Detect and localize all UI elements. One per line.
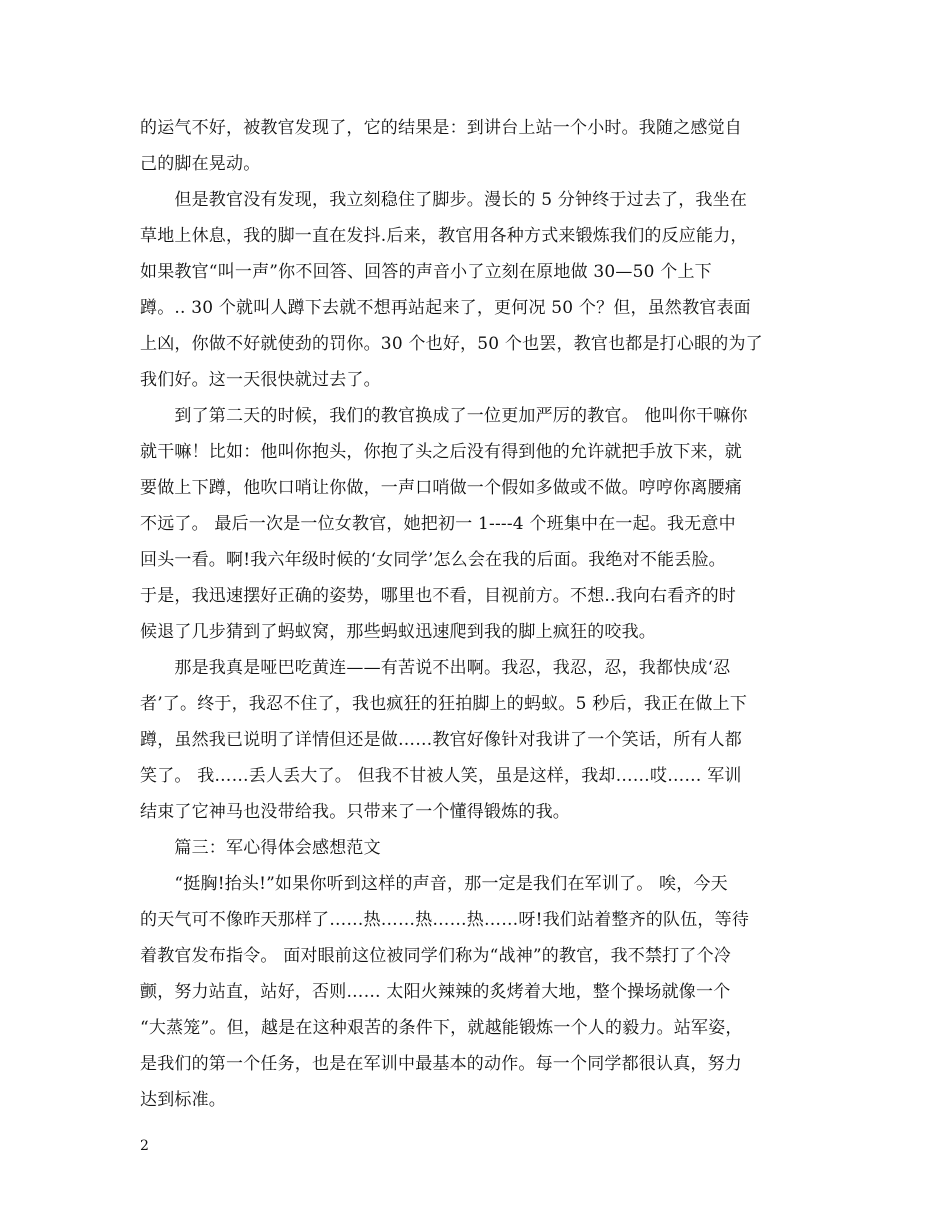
text-line: 蹲，虽然我已说明了详情但还是做……教官好像针对我讲了一个笑话，所有人都 xyxy=(140,730,742,750)
text-line: 达到标准。 xyxy=(140,1090,226,1110)
page-number: 2 xyxy=(140,1138,149,1154)
text-line: 候退了几步猜到了蚂蚁窝，那些蚂蚁迅速爬到我的脚上疯狂的咬我。 xyxy=(140,622,656,642)
text-line: 到了第二天的时候，我们的教官换成了一位更加严厉的教官。 他叫你干嘛你 xyxy=(140,406,748,426)
text-line: 如果教官“叫一声”你不回答、回答的声音小了立刻在原地做 30—50 个上下 xyxy=(140,262,712,282)
text-line: 草地上休息，我的脚一直在发抖.后来，教官用各种方式来锻炼我们的反应能力， xyxy=(140,226,748,246)
text-line: 者’了。终于，我忍不住了，我也疯狂的狂拍脚上的蚂蚁。5 秒后，我正在做上下 xyxy=(140,694,748,714)
text-line: 的天气可不像昨天那样了……热……热……热……呀!我们站着整齐的队伍，等待 xyxy=(140,910,750,930)
text-line: 回头一看。啊!我六年级时候的‘女同学’怎么会在我的后面。我绝对不能丢脸。 xyxy=(140,550,726,570)
text-line: 上凶，你做不好就使劲的罚你。30 个也好，50 个也罢，教官也都是打心眼的为了 xyxy=(140,334,763,354)
text-line: 的运气不好，被教官发现了，它的结果是：到讲台上站一个小时。我随之感觉自 xyxy=(140,118,742,138)
text-line: 着教官发布指令。 面对眼前这位被同学们称为“战神”的教官，我不禁打了个冷 xyxy=(140,946,731,966)
text-line: 就干嘛！比如：他叫你抱头，你抱了头之后没有得到他的允许就把手放下来，就 xyxy=(140,442,742,462)
text-line: 己的脚在晃动。 xyxy=(140,154,261,174)
text-line: 蹲。.. 30 个就叫人蹲下去就不想再站起来了，更何况 50 个？但，虽然教官表面 xyxy=(140,298,751,318)
text-line: 颤，努力站直，站好，否则…… 太阳火辣辣的炙烤着大地，整个操场就像一个 xyxy=(140,982,731,1002)
text-line: 不远了。 最后一次是一位女教官，她把初一 1----4 个班集中在一起。我无意中 xyxy=(140,514,736,534)
text-line: 是我们的第一个任务，也是在军训中最基本的动作。每一个同学都很认真，努力 xyxy=(140,1054,742,1074)
text-line: 我们好。这一天很快就过去了。 xyxy=(140,370,381,390)
text-line: 那是我真是哑巴吃黄连——有苦说不出啊。我忍，我忍，忍，我都快成‘忍 xyxy=(140,658,731,678)
text-line: “大蒸笼”。但，越是在这种艰苦的条件下，就越能锻炼一个人的毅力。站军姿， xyxy=(140,1018,743,1038)
text-line: “挺胸!抬头!”如果你听到这样的声音，那一定是我们在军训了。 唉，今天 xyxy=(140,874,728,894)
text-line: 于是，我迅速摆好正确的姿势，哪里也不看，目视前方。不想..我向右看齐的时 xyxy=(140,586,737,606)
text-line: 笑了。 我……丢人丢大了。 但我不甘被人笑，虽是这样，我却……哎…… 军训 xyxy=(140,766,742,786)
text-line: 篇三：军心得体会感想范文 xyxy=(140,838,381,858)
text-line: 结束了它神马也没带给我。只带来了一个懂得锻炼的我。 xyxy=(140,802,570,822)
text-line: 要做上下蹲，他吹口哨让你做，一声口哨做一个假如多做或不做。哼哼你离腰痛 xyxy=(140,478,742,498)
text-line: 但是教官没有发现，我立刻稳住了脚步。漫长的 5 分钟终于过去了，我坐在 xyxy=(140,190,748,210)
